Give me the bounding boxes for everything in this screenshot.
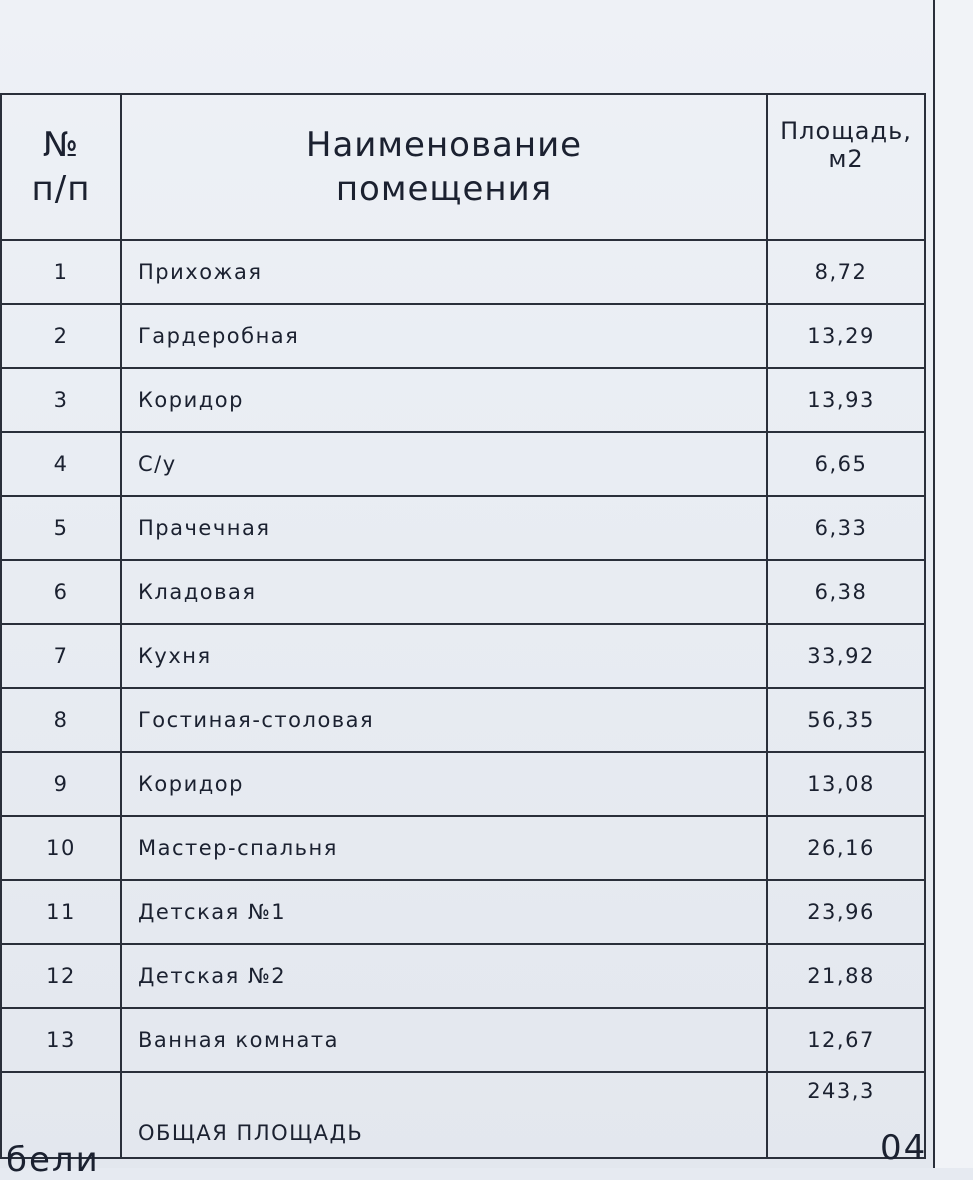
room-area: 12,67: [767, 1008, 925, 1072]
room-area: 26,16: [767, 816, 925, 880]
table-row: [1, 1008, 925, 1072]
header-area-line2: м2: [828, 145, 864, 173]
room-area: 56,35: [767, 688, 925, 752]
room-area: 21,88: [767, 944, 925, 1008]
row-number: 3: [1, 368, 121, 432]
table-row: [1, 240, 925, 304]
room-name: Коридор: [121, 752, 767, 816]
table-row: [1, 304, 925, 368]
room-area: 6,33: [767, 496, 925, 560]
row-number: 9: [1, 752, 121, 816]
header-number-line1: №: [42, 125, 80, 165]
table-row: [1, 816, 925, 880]
row-number: 1: [1, 240, 121, 304]
header-number-line2: п/п: [31, 169, 91, 209]
room-name: Гостиная-столовая: [121, 688, 767, 752]
table-header-row: [1, 94, 925, 240]
header-area-line1: Площадь,: [780, 117, 912, 145]
table-row: [1, 368, 925, 432]
room-name: Коридор: [121, 368, 767, 432]
room-area: 6,65: [767, 432, 925, 496]
table-total-row: [1, 1072, 925, 1158]
room-name: С/у: [121, 432, 767, 496]
row-number: 11: [1, 880, 121, 944]
room-name: Детская №1: [121, 880, 767, 944]
header-number: [1, 94, 121, 240]
room-name: Прачечная: [121, 496, 767, 560]
room-name: Детская №2: [121, 944, 767, 1008]
room-area: 33,92: [767, 624, 925, 688]
table-row: [1, 688, 925, 752]
background-surface: [935, 0, 973, 1168]
row-number: 8: [1, 688, 121, 752]
room-area: 13,93: [767, 368, 925, 432]
room-name: Мастер-спальня: [121, 816, 767, 880]
room-area: 23,96: [767, 880, 925, 944]
room-name: Кухня: [121, 624, 767, 688]
room-area-table: [0, 93, 926, 1159]
header-area: [767, 94, 925, 240]
row-number: 6: [1, 560, 121, 624]
row-number: 2: [1, 304, 121, 368]
table-row: [1, 496, 925, 560]
total-label: ОБЩАЯ ПЛОЩАДЬ: [121, 1072, 767, 1158]
header-room-name-line1: Наименование: [305, 125, 583, 165]
table-row: [1, 624, 925, 688]
row-number: 4: [1, 432, 121, 496]
table-row: [1, 752, 925, 816]
header-room-name-line2: помещения: [335, 169, 553, 209]
room-area: 13,08: [767, 752, 925, 816]
table-row: [1, 880, 925, 944]
footer-text: бели: [6, 1140, 100, 1180]
room-name: Ванная комната: [121, 1008, 767, 1072]
room-area: 13,29: [767, 304, 925, 368]
row-number: 13: [1, 1008, 121, 1072]
sheet-top-margin: [0, 0, 935, 93]
room-area: 8,72: [767, 240, 925, 304]
table-row: [1, 944, 925, 1008]
total-area: 243,3: [767, 1072, 925, 1158]
room-name: Кладовая: [121, 560, 767, 624]
table-row: [1, 432, 925, 496]
table-body: [1, 240, 925, 1072]
row-number: 5: [1, 496, 121, 560]
room-name: Гардеробная: [121, 304, 767, 368]
row-number: 10: [1, 816, 121, 880]
room-name: Прихожая: [121, 240, 767, 304]
row-number: 12: [1, 944, 121, 1008]
table-row: [1, 560, 925, 624]
page-number: 04: [880, 1128, 928, 1168]
row-number: 7: [1, 624, 121, 688]
room-area: 6,38: [767, 560, 925, 624]
header-room-name: [121, 94, 767, 240]
